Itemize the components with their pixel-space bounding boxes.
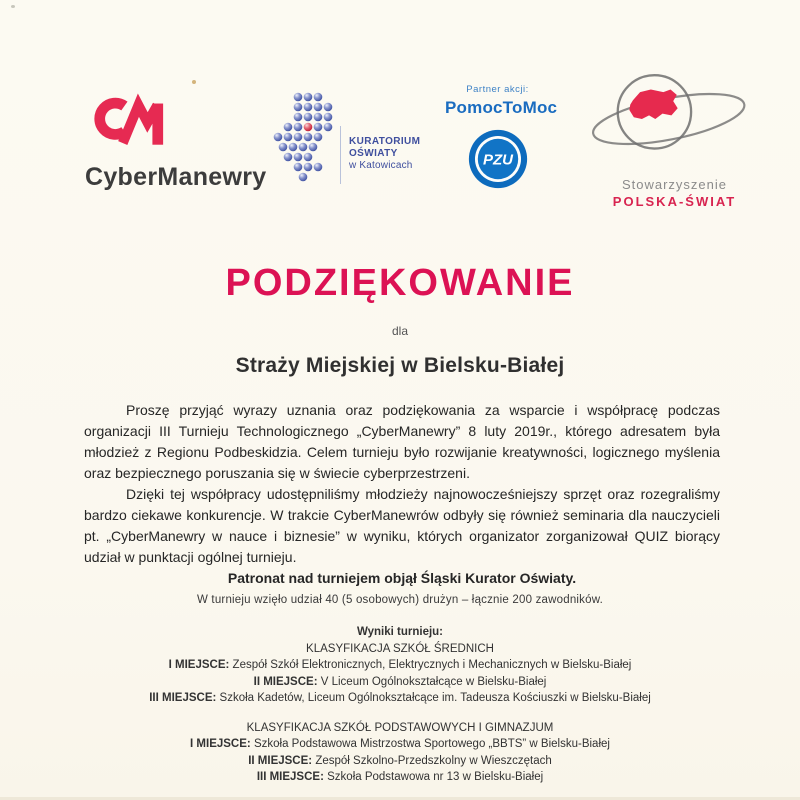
place-label: I MIEJSCE: [168,659,230,671]
place-value: Zespół Szkół Elektronicznych, Elektrycznych i Mechanicznych w Bielsku-Białej [232,659,632,671]
letter-body [84,400,720,589]
recipient-preposition: dla [391,324,408,338]
pomoctomoc-logo [445,84,558,195]
place-line [0,690,800,707]
results-group-primary [0,720,800,786]
place-line [0,657,800,674]
results-group-secondary [0,641,800,707]
place-label: II MIEJSCE: [253,675,318,688]
place-line [0,736,800,753]
polska-swiat-logo [582,68,767,209]
place-label: I MIEJSCE: [190,738,251,750]
results-heading: Wyniki turnieju: [356,626,444,638]
kuratorium-logo [272,90,420,191]
classification-title: KLASYFIKACJA SZKÓŁ PODSTAWOWYCH I GIMNAZJUM [246,721,554,734]
cybermanewry-logo [85,92,267,192]
kuratorium-line2: OŚWIATY [349,147,398,159]
cybermanewry-wordmark: CyberManewry [85,163,267,191]
kuratorium-divider [340,126,341,184]
classification-title: KLASYFIKACJA SZKÓŁ ŚREDNICH [306,642,494,655]
pzu-logo-icon [445,128,550,195]
polska-swiat-line2: POLSKA-ŚWIAT [612,194,737,209]
logo-header [0,0,800,210]
place-value: V Liceum Ogólnokształcące w Bielsku-Białej [320,675,547,688]
patronage-line: Patronat nad turniejem objął Śląski Kurator Oświaty. [227,570,577,586]
kuratorium-text [349,136,420,172]
globe-orbit-icon [590,157,760,174]
place-label: III MIEJSCE: [149,692,217,704]
place-label: III MIEJSCE: [256,771,324,783]
pomoctomoc-wordmark: PomocToMoc [445,98,558,117]
place-value: Szkoła Podstawowa Mistrzostwa Sportowego „BBTS” w Bielsku-Białej [253,738,610,750]
place-line [0,753,800,770]
paragraph-1: Proszę przyjąć wyrazy uznania oraz podziękowania za wsparcie i współpracę podczas organizacji III Turnieju Technologicznego „CyberManewry” 8 luty 2019r., którego adresatem była młodzież z Regionu Podbeskidzia. Celem turnieju było rozwijanie kreatywności, logicznego myślenia oraz bezpiecznego poruszania się w świecie cyberprzestrzeni. [84,402,720,481]
kuratorium-line1: KURATORIUM [349,135,421,147]
place-line [0,674,800,691]
polska-swiat-line1: Stowarzyszenie [621,177,728,192]
participation-stats: W turnieju wzięło udział 40 (5 osobowych) drużyn – łącznie 200 zawodników. [196,594,603,606]
partner-akcji-label: Partner akcji: [466,84,529,95]
page-title: PODZIĘKOWANIE [225,262,575,304]
place-value: Szkoła Kadetów, Liceum Ogólnokształcące im. Tadeusza Kościuszki w Bielsku-Białej [219,692,651,704]
paragraph-2: Dzięki tej współpracy udostępniliśmy młodzieży najnowocześniejszy sprzęt oraz rozegraliśmy bardzo ciekawe konkurencje. W trakcie CyberManewrów odbyły się również seminaria dla nauczycieli pt. „CyberManewry w nauce i biznesie” w wyniku, których organizator zorganizował QUIZ biorący udział w punktacji ogólnej turnieju. [84,486,720,565]
place-label: II MIEJSCE: [248,754,313,767]
place-value: Szkoła Podstawowa nr 13 w Bielsku-Białej [327,771,544,783]
kuratorium-line3: w Katowicach [349,159,413,171]
place-line [0,769,800,786]
tournament-results [0,624,800,799]
kuratorium-beads-icon [272,90,334,191]
recipient-name: Straży Miejskiej w Bielsku-Białej [235,354,565,377]
place-value: Zespół Szkolno-Przedszkolny w Wieszczętach [315,754,552,767]
pzu-text: PZU [482,151,513,169]
cybermanewry-mark-icon [85,135,177,152]
